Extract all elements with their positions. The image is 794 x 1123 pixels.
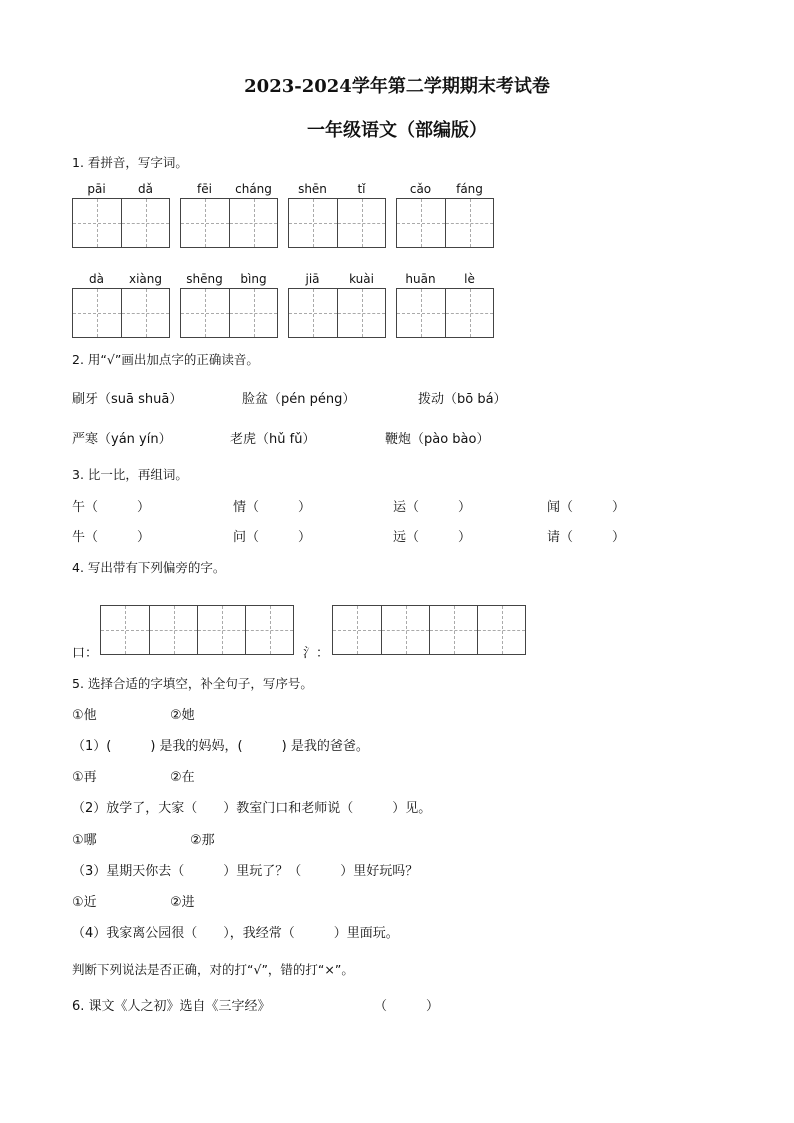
q5-option: ②那 bbox=[190, 833, 215, 848]
pinyin-label: kuài bbox=[349, 272, 374, 286]
q3-item[interactable]: 牛（ ） bbox=[72, 530, 151, 545]
q5-option: ①近 bbox=[72, 895, 97, 910]
q5-option: ①哪 bbox=[72, 833, 97, 848]
pinyin-label: lè bbox=[464, 272, 475, 286]
pinyin-label: shēn bbox=[298, 182, 327, 196]
q2-prompt: 2. 用“√”画出加点字的正确读音。 bbox=[72, 352, 259, 367]
pinyin-label: huān bbox=[405, 272, 436, 286]
q3-item[interactable]: 问（ ） bbox=[233, 530, 312, 545]
pinyin-label: xiàng bbox=[128, 272, 162, 286]
writing-grid[interactable] bbox=[72, 198, 170, 248]
q6-statement: 6. 课文《人之初》选自《三字经》 bbox=[72, 999, 271, 1014]
q5-sentence[interactable]: （3）星期天你去（ ）里玩了？（ ）里好玩吗？ bbox=[72, 864, 419, 879]
page-subtitle: 一年级语文（部编版） bbox=[307, 120, 487, 141]
q2-item: 严寒（yán yín） bbox=[72, 432, 172, 447]
writing-grid[interactable] bbox=[288, 288, 386, 338]
pinyin-label: fēi bbox=[197, 182, 212, 196]
q5-option: ①再 bbox=[72, 770, 97, 785]
q3-item[interactable]: 远（ ） bbox=[393, 530, 472, 545]
writing-grid-water[interactable] bbox=[332, 605, 526, 655]
pinyin-label: shēng bbox=[186, 272, 223, 286]
writing-grid[interactable] bbox=[396, 198, 494, 248]
pinyin-label: pāi bbox=[87, 182, 106, 196]
pinyin-label: bìng bbox=[240, 272, 267, 286]
q5-option: ②在 bbox=[170, 770, 195, 785]
radical-label-water: 氵： bbox=[303, 646, 330, 661]
q3-item[interactable]: 请（ ） bbox=[547, 530, 626, 545]
writing-grid-mouth[interactable] bbox=[100, 605, 294, 655]
q3-prompt: 3. 比一比，再组词。 bbox=[72, 467, 188, 482]
writing-grid[interactable] bbox=[180, 288, 278, 338]
page-title: 2023-2024学年第二学期期末考试卷 bbox=[244, 76, 550, 97]
pinyin-label: jiā bbox=[305, 272, 320, 286]
writing-grid[interactable] bbox=[72, 288, 170, 338]
pinyin-label: tǐ bbox=[357, 182, 366, 196]
q3-item[interactable]: 情（ ） bbox=[233, 500, 312, 515]
q5-option: ①他 bbox=[72, 708, 97, 723]
q2-item: 脸盆（pén péng） bbox=[242, 392, 356, 407]
q1-prompt: 1. 看拼音，写字词。 bbox=[72, 155, 188, 170]
judge-prompt: 判断下列说法是否正确，对的打“√”，错的打“×”。 bbox=[72, 962, 354, 977]
pinyin-label: cǎo bbox=[409, 182, 432, 196]
writing-grid[interactable] bbox=[288, 198, 386, 248]
q6-answer-blank[interactable]: （ ） bbox=[374, 999, 440, 1014]
q3-item[interactable]: 午（ ） bbox=[72, 500, 151, 515]
q5-option: ②她 bbox=[170, 708, 195, 723]
q3-item[interactable]: 闻（ ） bbox=[547, 500, 626, 515]
q2-item: 刷牙（suā shuā） bbox=[72, 392, 183, 407]
q5-prompt: 5. 选择合适的字填空，补全句子，写序号。 bbox=[72, 676, 313, 691]
radical-label-mouth: 口： bbox=[72, 646, 99, 661]
pinyin-label: fáng bbox=[456, 182, 483, 196]
writing-grid[interactable] bbox=[396, 288, 494, 338]
q3-item[interactable]: 运（ ） bbox=[393, 500, 472, 515]
writing-grid[interactable] bbox=[180, 198, 278, 248]
q5-option: ②进 bbox=[170, 895, 195, 910]
q2-item: 老虎（hǔ fǔ） bbox=[230, 432, 316, 447]
q2-item: 拨动（bō bá） bbox=[418, 392, 507, 407]
pinyin-label: dǎ bbox=[138, 182, 153, 196]
pinyin-label: cháng bbox=[235, 182, 272, 196]
q2-item: 鞭炮（pào bào） bbox=[385, 432, 490, 447]
q5-sentence[interactable]: （1）( ) 是我的妈妈，( ) 是我的爸爸。 bbox=[72, 739, 369, 754]
q5-sentence[interactable]: （2）放学了，大家（ ）教室门口和老师说（ ）见。 bbox=[72, 801, 432, 816]
q5-sentence[interactable]: （4）我家离公园很（ ），我经常（ ）里面玩。 bbox=[72, 926, 399, 941]
pinyin-label: dà bbox=[89, 272, 104, 286]
q4-prompt: 4. 写出带有下列偏旁的字。 bbox=[72, 560, 226, 575]
